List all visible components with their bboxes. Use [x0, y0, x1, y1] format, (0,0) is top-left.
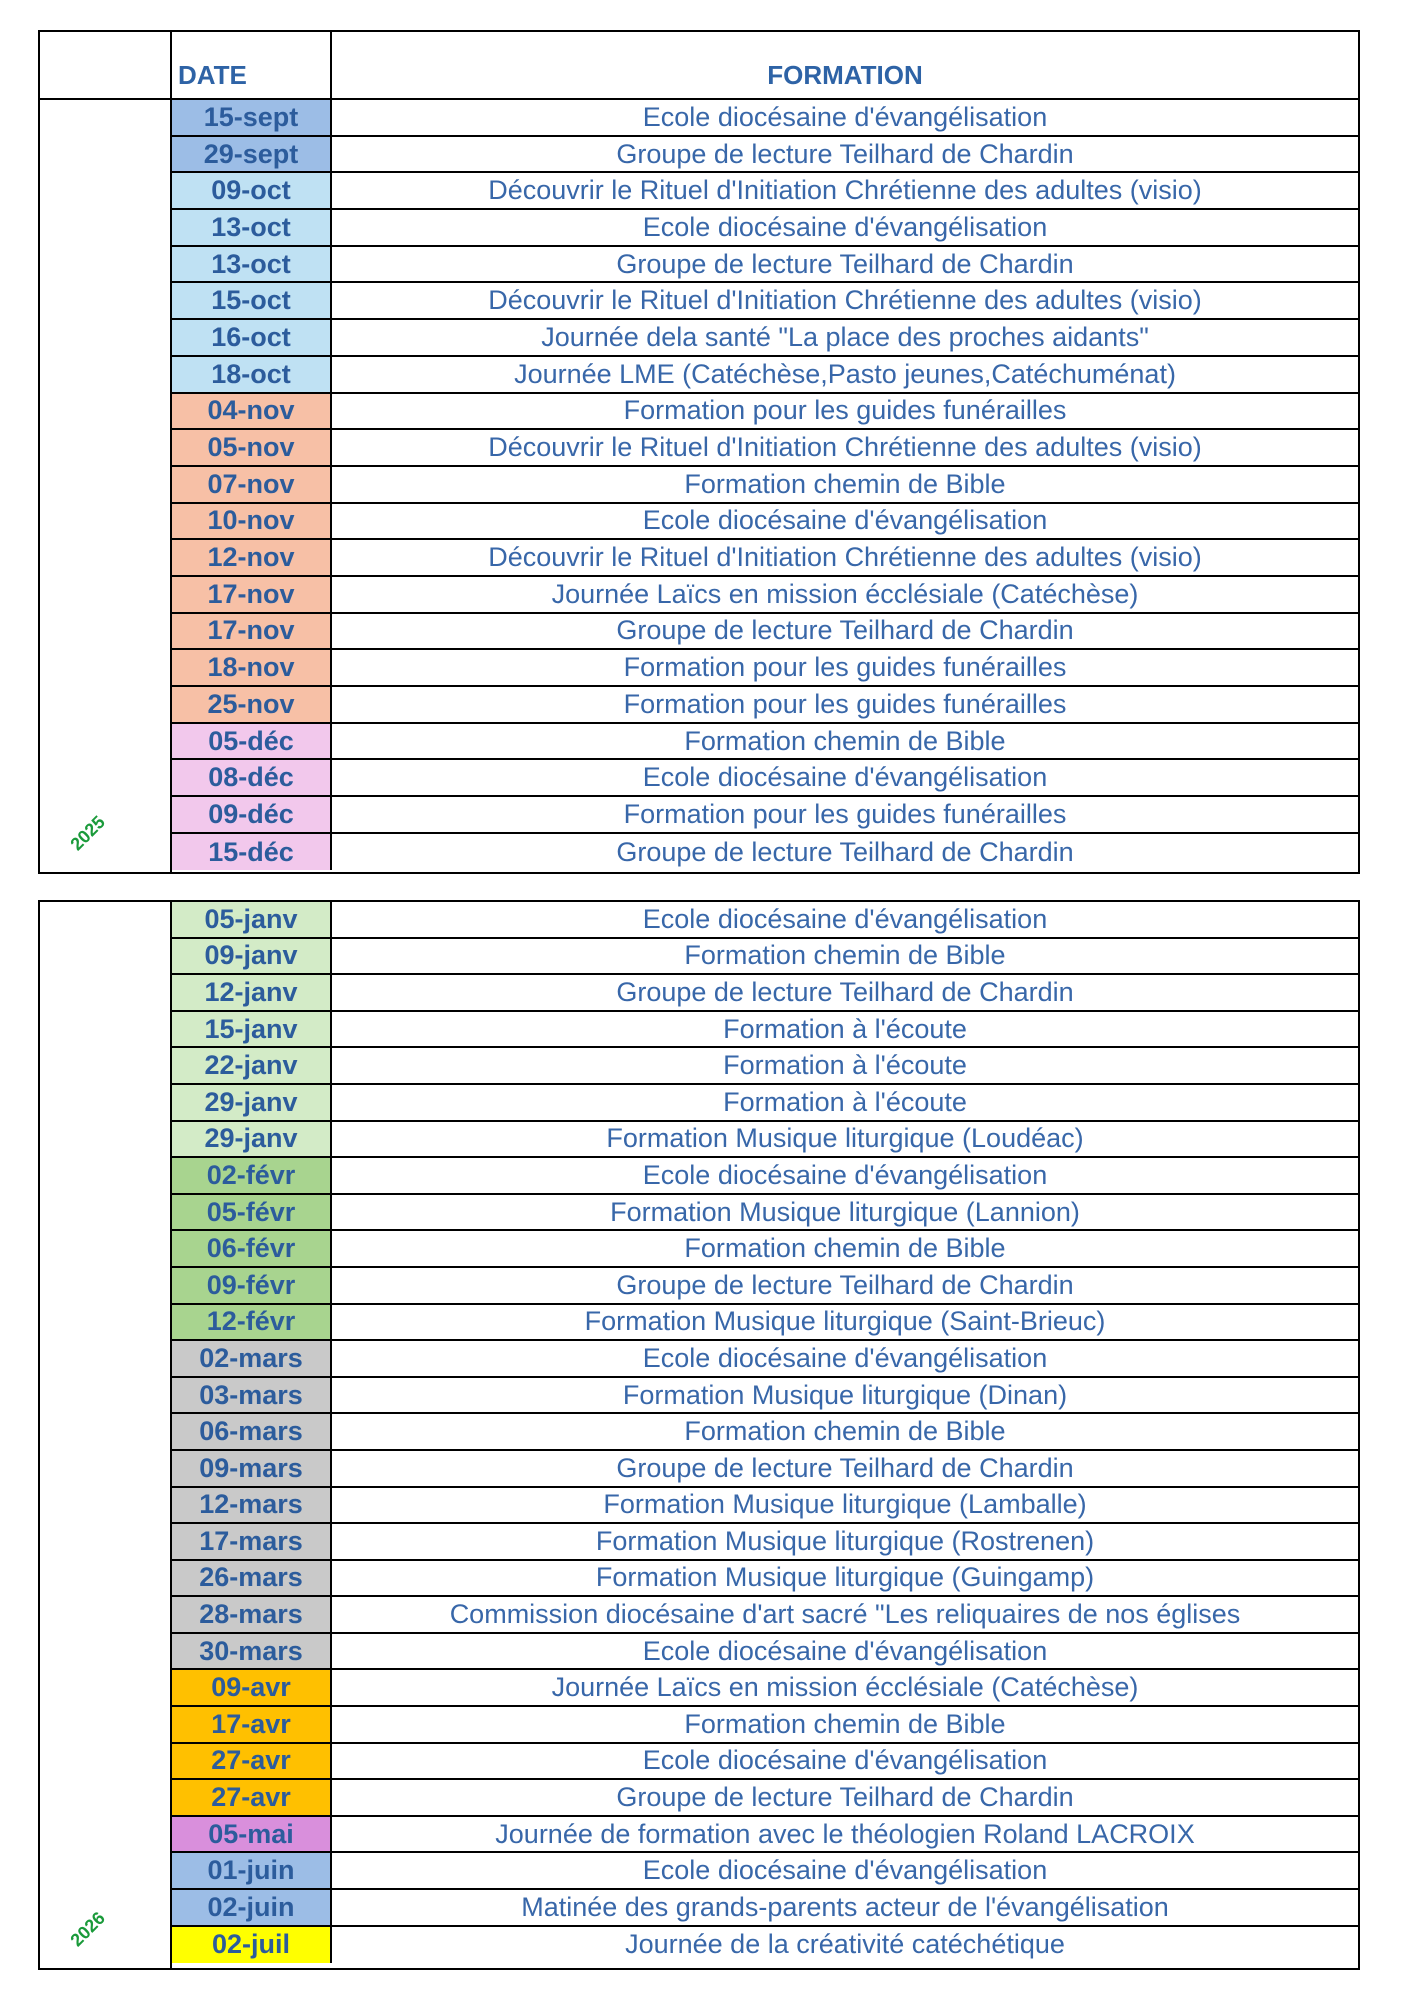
table-row: [172, 1305, 1358, 1342]
date-cell: 13-oct: [172, 247, 332, 282]
table-row: [172, 577, 1358, 614]
date-cell: 06-févr: [172, 1231, 332, 1266]
formation-cell: Groupe de lecture Teilhard de Chardin: [616, 615, 1074, 646]
table-row: [172, 939, 1358, 976]
formation-cell: Formation Musique liturgique (Guingamp): [595, 1562, 1095, 1593]
date-cell: 25-nov: [172, 687, 332, 722]
date-cell: 09-janv: [172, 939, 332, 974]
formation-cell: Journée dela santé "La place des proches aidants": [541, 321, 1149, 352]
table-row: [172, 1378, 1358, 1415]
date-cell: 05-janv: [172, 902, 332, 937]
table-row: [172, 1231, 1358, 1268]
table-2026: [38, 900, 1360, 1970]
date-cell: 15-sept: [172, 100, 332, 135]
table-row: [172, 1341, 1358, 1378]
table-row: [172, 724, 1358, 761]
table-row: [172, 467, 1358, 504]
formation-cell: Formation pour les guides funérailles: [623, 688, 1067, 719]
date-cell: 18-oct: [172, 357, 332, 392]
rows-2026: [172, 902, 1358, 1963]
date-cell: 15-déc: [172, 834, 332, 871]
table-row: [172, 1268, 1358, 1305]
formation-cell: Formation chemin de Bible: [684, 1416, 1006, 1447]
table-row: [172, 1927, 1358, 1964]
table-row: [172, 1085, 1358, 1122]
formation-cell: Ecole diocésaine d'évangélisation: [642, 903, 1048, 934]
date-cell: 28-mars: [172, 1597, 332, 1632]
date-cell: 26-mars: [172, 1561, 332, 1596]
table-row: [172, 1488, 1358, 1525]
date-cell: 09-déc: [172, 797, 332, 832]
date-cell: 29-sept: [172, 137, 332, 172]
formation-cell: Groupe de lecture Teilhard de Chardin: [616, 1452, 1074, 1483]
formation-cell: Groupe de lecture Teilhard de Chardin: [616, 138, 1074, 169]
year-label-2025: 2025: [66, 811, 109, 855]
formation-cell: Groupe de lecture Teilhard de Chardin: [616, 1782, 1074, 1813]
formation-cell: Formation Musique liturgique (Lannion): [610, 1196, 1080, 1227]
date-cell: 22-janv: [172, 1048, 332, 1083]
table-row: [172, 975, 1358, 1012]
table-row: [172, 1451, 1358, 1488]
formation-cell: Groupe de lecture Teilhard de Chardin: [616, 1269, 1074, 1300]
date-cell: 02-juin: [172, 1890, 332, 1925]
date-cell: 15-janv: [172, 1012, 332, 1047]
formation-cell: Groupe de lecture Teilhard de Chardin: [616, 836, 1074, 867]
formation-cell: Formation chemin de Bible: [684, 1708, 1006, 1739]
table-row: [172, 283, 1358, 320]
formation-cell: Journée de formation avec le théologien Roland LACROIX: [495, 1818, 1195, 1849]
formation-cell: Découvrir le Rituel d'Initiation Chrétienne des adultes (visio): [488, 432, 1202, 463]
table-row: [172, 1048, 1358, 1085]
year-column-2025: [40, 32, 172, 872]
formation-cell: Formation chemin de Bible: [684, 940, 1006, 971]
table-row: [172, 357, 1358, 394]
date-cell: 17-avr: [172, 1707, 332, 1742]
formation-cell: Formation pour les guides funérailles: [623, 652, 1067, 683]
formation-cell: Journée Laïcs en mission écclésiale (Catéchèse): [551, 1672, 1139, 1703]
header-formation: FORMATION: [767, 60, 923, 90]
formation-cell: Ecole diocésaine d'évangélisation: [642, 505, 1048, 536]
date-cell: 09-mars: [172, 1451, 332, 1486]
date-cell: 02-juil: [172, 1927, 332, 1964]
formation-cell: Ecole diocésaine d'évangélisation: [642, 1745, 1048, 1776]
formation-cell: Formation chemin de Bible: [684, 725, 1006, 756]
table-row: [172, 173, 1358, 210]
formation-cell: Ecole diocésaine d'évangélisation: [642, 762, 1048, 793]
header-date: DATE: [172, 32, 332, 98]
table-row: [172, 1414, 1358, 1451]
table-row: [172, 1744, 1358, 1781]
date-cell: 02-mars: [172, 1341, 332, 1376]
year-column-2026: [40, 902, 172, 1968]
date-cell: 09-oct: [172, 173, 332, 208]
date-cell: 16-oct: [172, 320, 332, 355]
formation-cell: Formation chemin de Bible: [684, 468, 1006, 499]
formation-cell: Journée Laïcs en mission écclésiale (Catéchèse): [551, 578, 1139, 609]
date-cell: 30-mars: [172, 1634, 332, 1669]
table-row: [172, 1524, 1358, 1561]
formation-cell: Ecole diocésaine d'évangélisation: [642, 101, 1048, 132]
date-cell: 27-avr: [172, 1780, 332, 1815]
formation-cell: Découvrir le Rituel d'Initiation Chrétienne des adultes (visio): [488, 175, 1202, 206]
table-row: [172, 394, 1358, 431]
formation-cell: Groupe de lecture Teilhard de Chardin: [616, 248, 1074, 279]
table-row: [172, 1597, 1358, 1634]
formation-cell: Formation Musique liturgique (Dinan): [622, 1379, 1068, 1410]
table-row: [172, 687, 1358, 724]
table-row: [172, 797, 1358, 834]
table-row: [172, 650, 1358, 687]
table-row: [172, 1670, 1358, 1707]
table-row: [172, 760, 1358, 797]
date-cell: 09-avr: [172, 1670, 332, 1705]
table-row: [172, 320, 1358, 357]
formation-cell: Formation à l'écoute: [723, 1050, 967, 1081]
formation-cell: Formation Musique liturgique (Saint-Brieuc): [584, 1306, 1106, 1337]
table-row: [172, 1890, 1358, 1927]
table-row: [172, 1012, 1358, 1049]
formation-cell: Ecole diocésaine d'évangélisation: [642, 1159, 1048, 1190]
date-cell: 07-nov: [172, 467, 332, 502]
formation-cell: Formation pour les guides funérailles: [623, 798, 1067, 829]
date-cell: 05-févr: [172, 1195, 332, 1230]
table-row: [172, 1195, 1358, 1232]
formation-cell: Découvrir le Rituel d'Initiation Chrétienne des adultes (visio): [488, 542, 1202, 573]
table-2025: [38, 30, 1360, 874]
table-row: [172, 137, 1358, 174]
formation-cell: Journée de la créativité catéchétique: [625, 1929, 1065, 1960]
date-cell: 27-avr: [172, 1744, 332, 1779]
date-cell: 01-juin: [172, 1853, 332, 1888]
formation-cell: Formation Musique liturgique (Lamballe): [603, 1489, 1087, 1520]
date-cell: 17-nov: [172, 577, 332, 612]
date-cell: 15-oct: [172, 283, 332, 318]
table-row: [172, 1780, 1358, 1817]
formation-cell: Formation à l'écoute: [723, 1013, 967, 1044]
date-cell: 17-mars: [172, 1524, 332, 1559]
date-cell: 12-nov: [172, 540, 332, 575]
date-cell: 02-févr: [172, 1158, 332, 1193]
date-cell: 17-nov: [172, 614, 332, 649]
date-cell: 05-nov: [172, 430, 332, 465]
date-cell: 03-mars: [172, 1378, 332, 1413]
table-row: [172, 100, 1358, 137]
table-row: [172, 614, 1358, 651]
table-row: [172, 1707, 1358, 1744]
formation-cell: Groupe de lecture Teilhard de Chardin: [616, 976, 1074, 1007]
table-row: [172, 902, 1358, 939]
formation-cell: Formation à l'écoute: [723, 1086, 967, 1117]
formation-cell: Ecole diocésaine d'évangélisation: [642, 1342, 1048, 1373]
table-row: [172, 504, 1358, 541]
table-row: [172, 834, 1358, 871]
table-row: [172, 1634, 1358, 1671]
table-row: [172, 430, 1358, 467]
table-row: [172, 1158, 1358, 1195]
date-cell: 29-janv: [172, 1085, 332, 1120]
year-label-2026: 2026: [66, 1907, 109, 1951]
table-row: [172, 247, 1358, 284]
formation-cell: Ecole diocésaine d'évangélisation: [642, 211, 1048, 242]
date-cell: 12-févr: [172, 1305, 332, 1340]
date-cell: 29-janv: [172, 1122, 332, 1157]
date-cell: 05-mai: [172, 1817, 332, 1852]
formation-cell: Journée LME (Catéchèse,Pasto jeunes,Catéchuménat): [514, 358, 1176, 389]
date-cell: 04-nov: [172, 394, 332, 429]
formation-cell: Formation Musique liturgique (Loudéac): [606, 1123, 1084, 1154]
formation-cell: Commission diocésaine d'art sacré "Les reliquaires de nos églises: [449, 1599, 1241, 1630]
date-cell: 18-nov: [172, 650, 332, 685]
table-row: [172, 540, 1358, 577]
formation-cell: Ecole diocésaine d'évangélisation: [642, 1855, 1048, 1886]
formation-cell: Formation chemin de Bible: [684, 1233, 1006, 1264]
date-cell: 09-févr: [172, 1268, 332, 1303]
table-row: [172, 1817, 1358, 1854]
date-cell: 12-mars: [172, 1488, 332, 1523]
table-row: [172, 210, 1358, 247]
formation-cell: Formation pour les guides funérailles: [623, 395, 1067, 426]
date-cell: 13-oct: [172, 210, 332, 245]
rows-2025: [172, 100, 1358, 870]
formation-cell: Matinée des grands-parents acteur de l'évangélisation: [521, 1891, 1169, 1922]
table-row: [172, 1853, 1358, 1890]
formation-cell: Formation Musique liturgique (Rostrenen): [595, 1525, 1095, 1556]
table-header: [172, 32, 1358, 100]
date-cell: 08-déc: [172, 760, 332, 795]
table-row: [172, 1561, 1358, 1598]
date-cell: 10-nov: [172, 504, 332, 539]
date-cell: 12-janv: [172, 975, 332, 1010]
date-cell: 06-mars: [172, 1414, 332, 1449]
formation-cell: Découvrir le Rituel d'Initiation Chrétienne des adultes (visio): [488, 285, 1202, 316]
date-cell: 05-déc: [172, 724, 332, 759]
table-row: [172, 1122, 1358, 1159]
formation-cell: Ecole diocésaine d'évangélisation: [642, 1635, 1048, 1666]
